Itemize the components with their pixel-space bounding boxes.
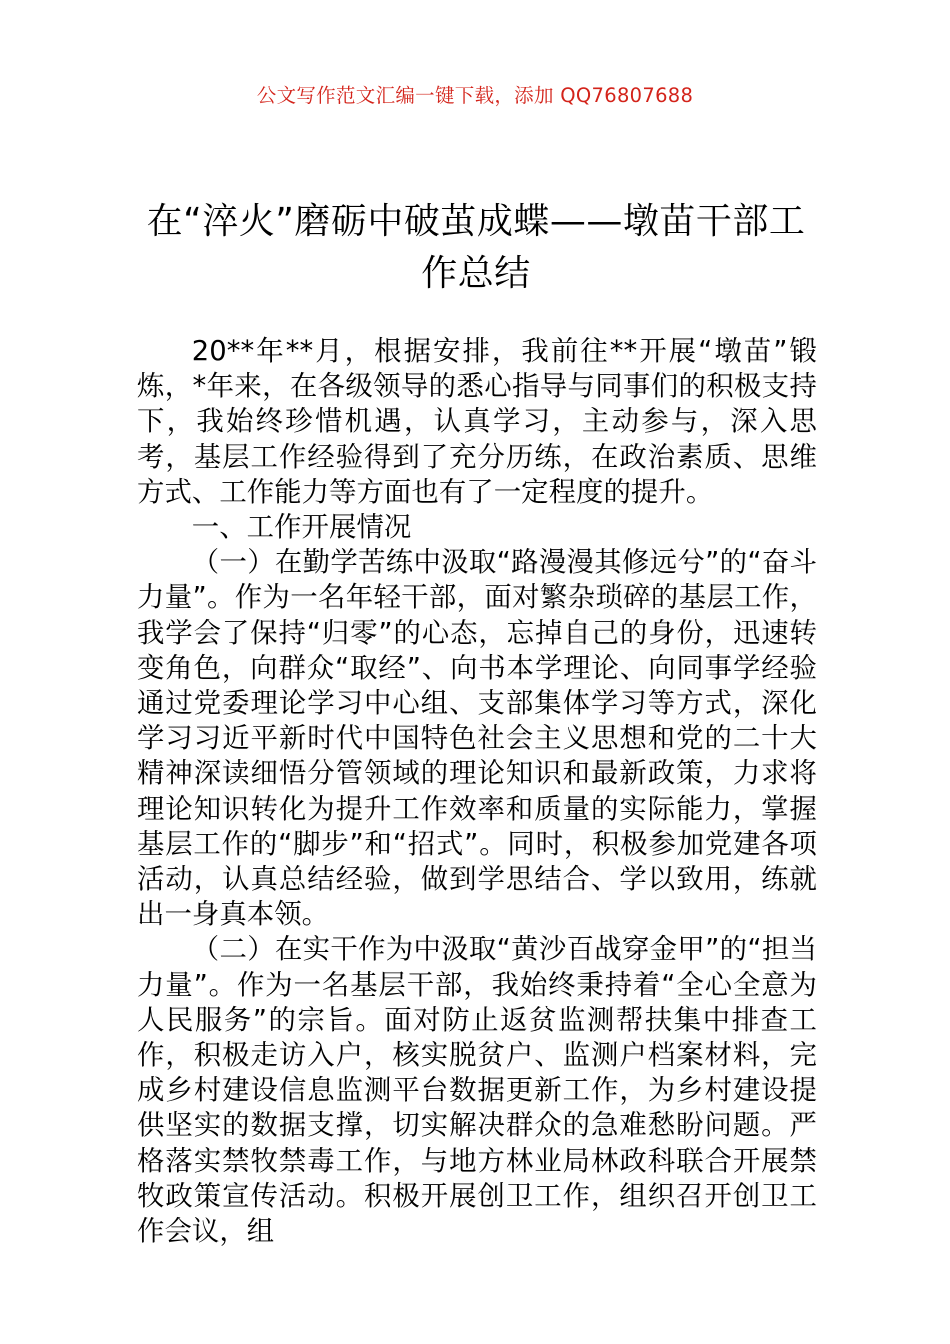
promo-watermark-text: 公文写作范文汇编一键下载，添加 QQ76807688 bbox=[256, 84, 694, 107]
paragraph-item-one: （一）在勤学苦练中汲取“路漫漫其修远兮”的“奋斗力量”。作为一名年轻干部，面对繁杂琐碎的基层工作，我学会了保持“归零”的心态，忘掉自己的身份，迅速转变角色，向群众“取经”、向书本学理论、向同事学经验通过党委理论学习中心组、支部集体学习等方式，深化学习习近平新时代中国特色社会主义思想和党的二十大精神深读细悟分管领域的理论知识和最新政策，力求将理论知识转化为提升工作效率和质量的实际能力，掌握基层工作的“脚步”和“招式”。同时，积极参加党建各项活动，认真总结经验，做到学思结合、学以致用，练就出一身真本领。 bbox=[137, 547, 817, 931]
page-title: 在“淬火”磨砺中破茧成蝶——墩苗干部工作总结 bbox=[146, 201, 806, 295]
document-body bbox=[137, 334, 817, 1249]
section-heading-one: 一、工作开展情况 bbox=[191, 512, 412, 544]
paragraph-item-two: （二）在实干作为中汲取“黄沙百战穿金甲”的“担当力量”。作为一名基层干部，我始终秉持着“全心全意为人民服务”的宗旨。面对防止返贫监测帮扶集中排查工作，积极走访入户，核实脱贫户、监测户档案材料，完成乡村建设信息监测平台数据更新工作，为乡村建设提供坚实的数据支撑，切实解决群众的急难愁盼问题。严格落实禁牧禁毒工作，与地方林业局林政科联合开展禁牧政策宣传活动。积极开展创卫工作，组织召开创卫工作会议，组 bbox=[137, 934, 817, 1248]
paragraph-intro: 20**年**月，根据安排，我前往**开展“墩苗”锻炼，*年来，在各级领导的悉心指导与同事们的积极支持下，我始终珍惜机遇，认真学习，主动参与，深入思考，基层工作经验得到了充分历练，在政治素质、思维方式、工作能力等方面也有了一定程度的提升。 bbox=[137, 336, 817, 508]
